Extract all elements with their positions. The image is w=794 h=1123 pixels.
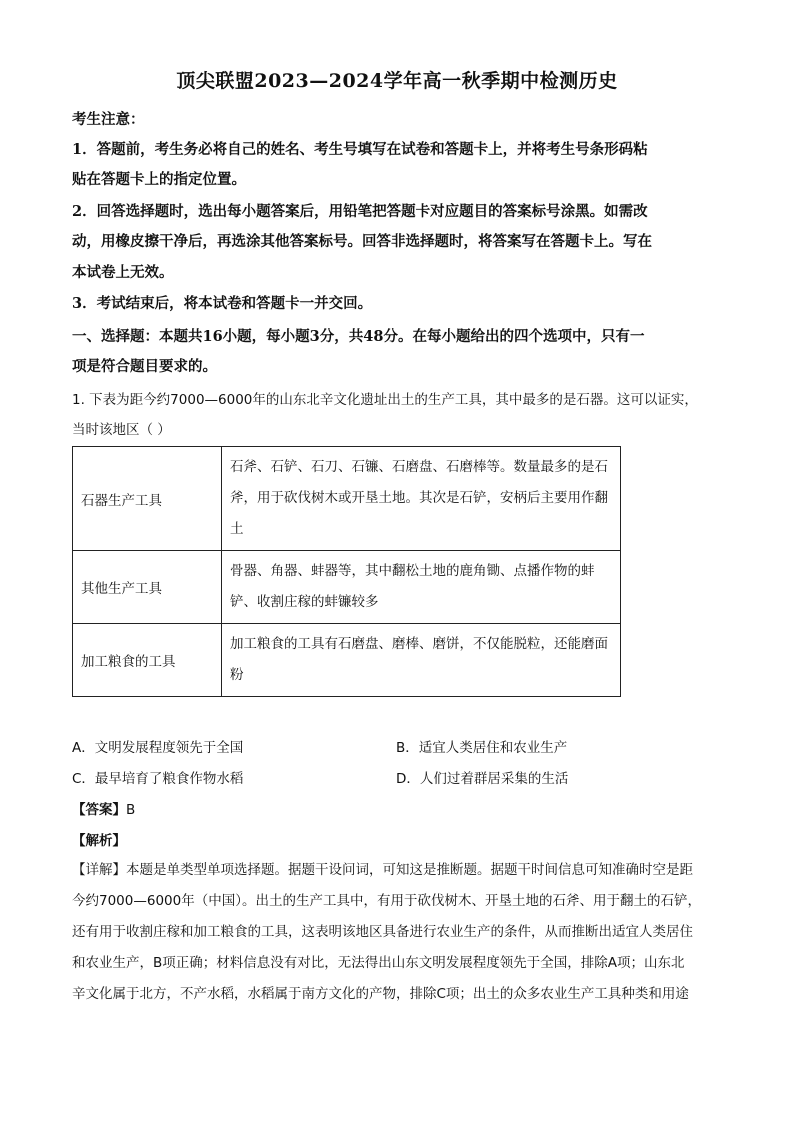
table-row — [73, 447, 621, 551]
desc-line: 铲、收割庄稼的蚌镰较多 — [230, 594, 379, 610]
notice-line: 3．考试结束后，将本试卷和答题卡一并交回。 — [72, 295, 373, 312]
exam-title: 顶尖联盟2023—2024学年高一秋季期中检测历史 — [176, 70, 618, 92]
notice-line: 贴在答题卡上的指定位置。 — [72, 171, 246, 188]
notice-line: 动，用橡皮擦干净后，再选涂其他答案标号。回答非选择题时，将答案写在答题卡上。写在 — [72, 233, 652, 250]
table-cell-desc — [222, 447, 621, 551]
table-cell-label: 其他生产工具 — [73, 551, 222, 624]
tools-table — [72, 446, 621, 697]
detail-line: 今约7000—6000年（中国）。出土的生产工具中，有用于砍伐树木、开垦土地的石斧、用于翻土的石铲， — [72, 893, 701, 909]
table-row — [73, 624, 621, 697]
detail-line: 还有用于收割庄稼和加工粮食的工具，这表明该地区具备进行农业生产的条件，从而推断出适宜人类居住 — [72, 924, 693, 940]
notice-line: 本试卷上无效。 — [72, 264, 174, 281]
option-c: C．最早培育了粮食作物水稻 — [72, 771, 244, 787]
table-row — [73, 551, 621, 624]
answer-line — [72, 798, 135, 818]
analysis-line — [72, 829, 126, 849]
desc-line: 土 — [230, 521, 244, 537]
desc-line: 加工粮食的工具有石磨盘、磨棒、磨饼，不仅能脱粒，还能磨面 — [230, 636, 608, 652]
answer-value: B — [126, 802, 136, 818]
table-cell-label: 石器生产工具 — [73, 447, 222, 551]
desc-line: 石斧、石铲、石刀、石镰、石磨盘、石磨棒等。数量最多的是石 — [230, 459, 608, 475]
section-heading: 一、选择题：本题共16小题，每小题3分，共48分。在每小题给出的四个选项中，只有一 — [72, 328, 645, 345]
table-cell-label: 加工粮食的工具 — [73, 624, 222, 697]
detail-line: 辛文化属于北方，不产水稻，水稻属于南方文化的产物，排除C项；出土的众多农业生产工具种类和用途 — [72, 986, 689, 1002]
table-cell-desc — [222, 551, 621, 624]
desc-line: 粉 — [230, 667, 244, 683]
desc-line: 斧，用于砍伐树木或开垦土地。其次是石铲，安柄后主要用作翻 — [230, 490, 608, 506]
option-d: D．人们过着群居采集的生活 — [396, 771, 569, 787]
question-stem: 1. 下表为距今约7000—6000年的山东北辛文化遗址出土的生产工具，其中最多的是石器。这可以证实， — [72, 392, 698, 408]
desc-line: 骨器、角器、蚌器等，其中翻松土地的鹿角锄、点播作物的蚌 — [230, 563, 595, 579]
notice-line: 1．答题前，考生务必将自己的姓名、考生号填写在试卷和答题卡上，并将考生号条形码粘 — [72, 141, 648, 158]
notice-heading: 考生注意： — [72, 111, 145, 128]
question-stem: 当时该地区（ ） — [72, 422, 171, 438]
option-b: B．适宜人类居住和农业生产 — [396, 740, 568, 756]
table-cell-desc — [222, 624, 621, 697]
detail-line: 【详解】本题是单类型单项选择题。据题干设问词，可知这是推断题。据题干时间信息可知准确时空是距 — [72, 862, 693, 878]
option-a: A．文明发展程度领先于全国 — [72, 740, 244, 756]
answer-tag: 【答案】 — [72, 802, 126, 818]
detail-line: 和农业生产，B项正确；材料信息没有对比，无法得出山东文明发展程度领先于全国，排除A项；山东北 — [72, 955, 685, 971]
analysis-tag: 【解析】 — [72, 833, 126, 849]
section-heading: 项是符合题目要求的。 — [72, 358, 217, 375]
notice-line: 2．回答选择题时，选出每小题答案后，用铅笔把答题卡对应题目的答案标号涂黑。如需改 — [72, 203, 648, 220]
